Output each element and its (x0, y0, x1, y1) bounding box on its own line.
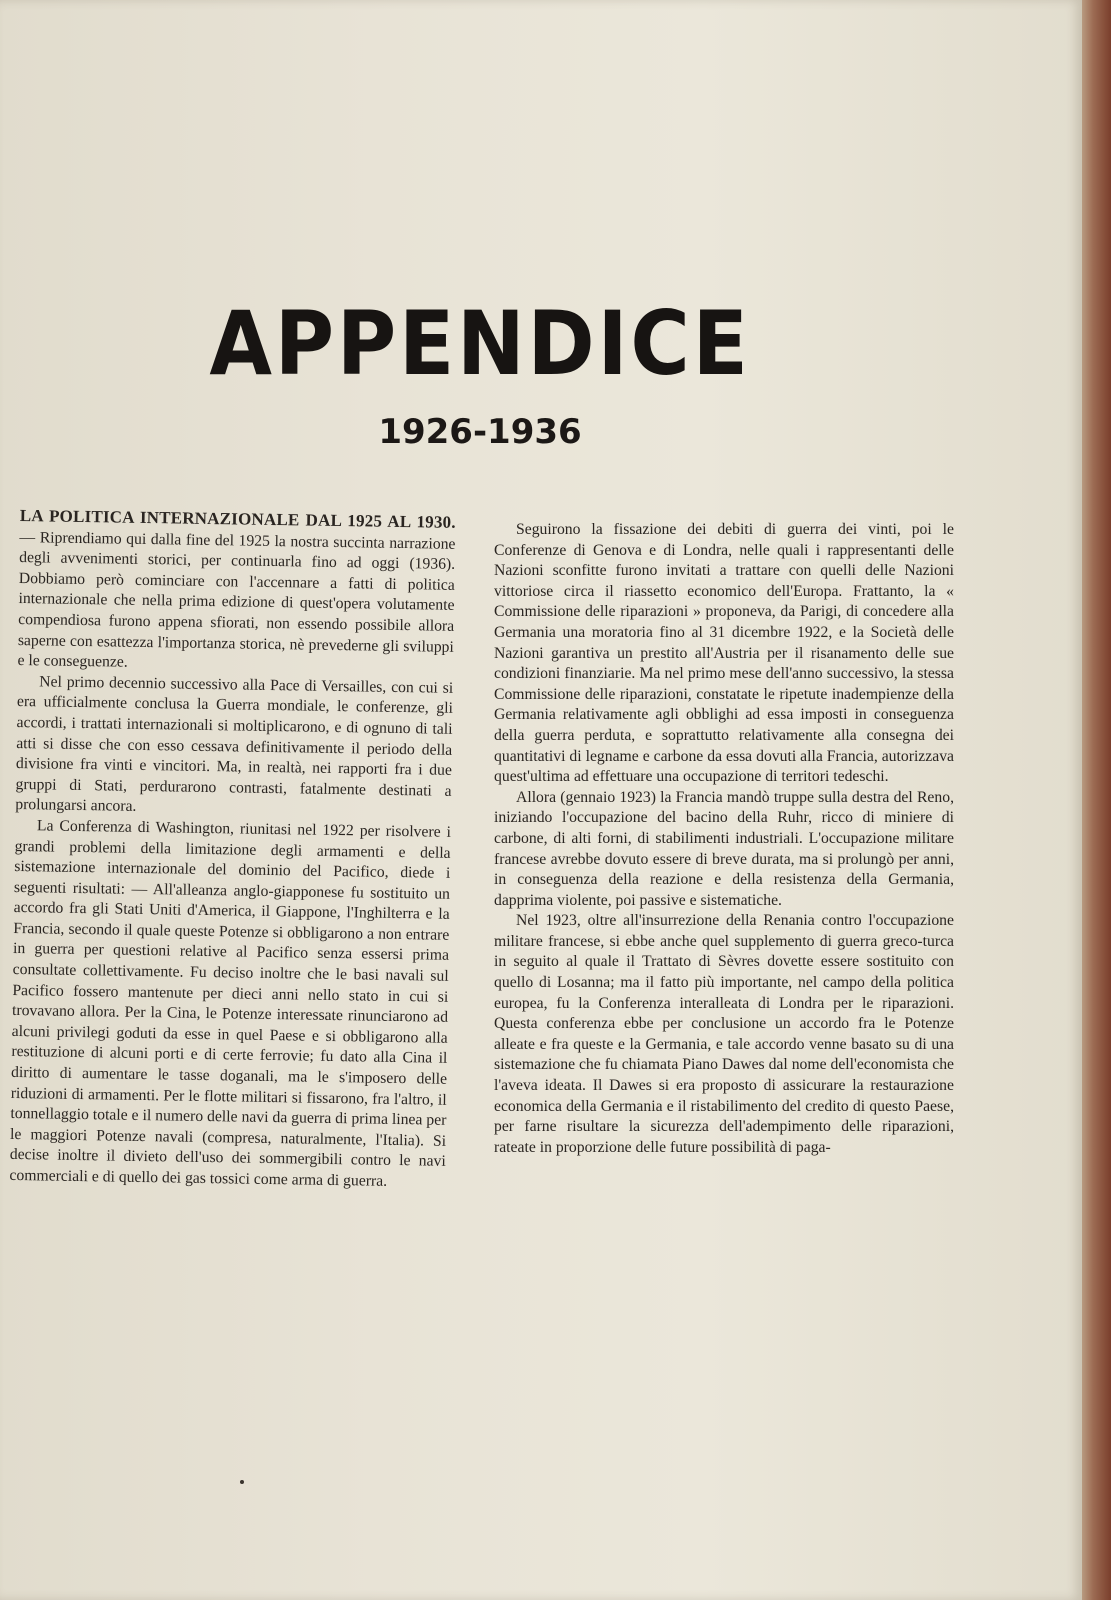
left-paragraph-3: La Conferenza di Washington, riunitasi nel 1922 per risolvere i grandi problemi della limitazione degli armamenti e della sistemazione internazionale del dominio del Pacifico, diede i seguenti risultati: — All'alleanza anglo-giapponese fu sostituito un accordo fra gli Stati Uniti d'America, il Giappone, l'Inghilterra e la Francia, secondo il quale queste Potenze si obbligarono a non entrare in guerra per questioni relative al Pacifico senza essersi prima consultate collettivamente. Fu deciso inoltre che le basi navali sul Pacifico fossero mantenute per dieci anni nello stato in cui si trovavano allora. Per la Cina, le Potenze interessate rinunciarono ad alcuni privilegi goduti da esse in quel Paese e si obbligarono alla restituzione di alcuni porti e di certe ferrovie; fu dato alla Cina il diritto di aumentare le tasse doganali, ma le s'imposero delle riduzioni di armamenti. Per le flotte militari si fissarono, fra l'altro, il tonnellaggio totale e il numero delle navi da guerra di prima linea per le maggiori Potenze navali (compresa, naturalmente, l'Italia). Si decise inoltre il divieto dell'uso dei sommergibili contro le navi commerciali e di quello dei gas tossici come arma di guerra. (9, 817, 452, 1190)
ink-speck (240, 1480, 244, 1484)
section-heading: LA POLITICA INTERNAZIONALE DAL 1925 AL 1930. (19, 506, 456, 532)
left-paragraph-1-text: — Riprendiamo qui dalla fine del 1925 la nostra succinta narrazione degli avvenimenti storici, per continuarla fino ad oggi (1936). Dobbiamo però cominciare con l'accennare a fatti di politica internazionale che nella prima edizione di quest'opera volutamente compendiosa furono appena sfiorati, non essendo possibile allora saperne con esattezza l'importanza storica, nè prevederne gli sviluppi e le conseguenze. (17, 528, 456, 671)
book-edge (1082, 0, 1111, 1600)
right-paragraph-3: Nel 1923, oltre all'insurrezione della Renania contro l'occupazione militare francese, si ebbe anche quel supplemento di guerra greco-turca in seguito al quale il Trattato di Sèvres dovette essere sostituito con quello di Losanna; ma il fatto più importante, nel campo della politica europea, fu la Conferenza interalleata di Londra per le riparazioni. Questa conferenza ebbe per conclusione un accordo fra le Potenze alleate e fra queste e la Germania, e tale accordo venne basato su di una sistemazione che fu chiamata Piano Dawes dal nome dell'economista che l'aveva ideata. Il Dawes si era proposto di assicurare la restaurazione economica della Germania e il ristabilimento del credito di questo Paese, per farne risultare la sicurezza dell'adempimento delle riparazioni, rateate in proporzione delle future possibilità di paga- (494, 912, 954, 1156)
right-text-column (494, 520, 954, 1158)
right-paragraph-1: Seguirono la fissazione dei debiti di guerra dei vinti, poi le Conferenze di Genova e di Londra, nelle quali i rappresentanti delle Nazioni sconfitte furono invitati a trattare con quelli delle Nazioni vittoriose circa il riassetto economico dell'Europa. Frattanto, la « Commissione delle riparazioni » proponeva, da Parigi, di concedere alla Germania una moratoria fino al 31 dicembre 1922, e la Società delle Nazioni garantiva un prestito all'Austria per il risanamento delle sue condizioni finanziarie. Ma nel primo mese dell'anno successivo, la stessa Commissione delle riparazioni, constatate le ripetute inadempienze della Germania relativamente agli obblighi ad essa imposti in conseguenza della guerra perduta, e soprattutto relativamente alla consegna dei quantitativi di legname e carbone da essa dovuti alla Francia, autorizzava quest'ultima ad effettuare una occupazione di territori tedeschi. (494, 521, 954, 786)
right-paragraph-2: Allora (gennaio 1923) la Francia mandò truppe sulla destra del Reno, iniziando l'occupazione del bacino della Ruhr, ricco di miniere di carbone, di alti forni, di stabilimenti industriali. L'occupazione militare francese avrebbe dovuto essere di breve durata, ma si prolungò per anni, in conseguenza della reazione e della resistenza della Germania, dapprima violente, poi passive e sistematiche. (494, 788, 954, 909)
left-paragraph-1 (17, 506, 456, 679)
left-paragraph-2: Nel primo decennio successivo alla Pace di Versailles, con cui si era ufficialmente conclusa la Guerra mondiale, le conferenze, gli accordi, i trattati internazionali si moltiplicarono, e di ognuno di tali atti si disse che con esso cessava definitivamente il periodo della divisione fra vinti e vincitori. Ma, in realtà, nei rapporti fra i due gruppi di Stati, perdurarono contrasti, fatalmente destinati a prolungarsi ancora. (15, 673, 454, 816)
left-text-column (9, 506, 456, 1193)
page-subtitle-years: 1926-1936 (378, 412, 582, 452)
page-title: APPENDICE (209, 292, 751, 395)
